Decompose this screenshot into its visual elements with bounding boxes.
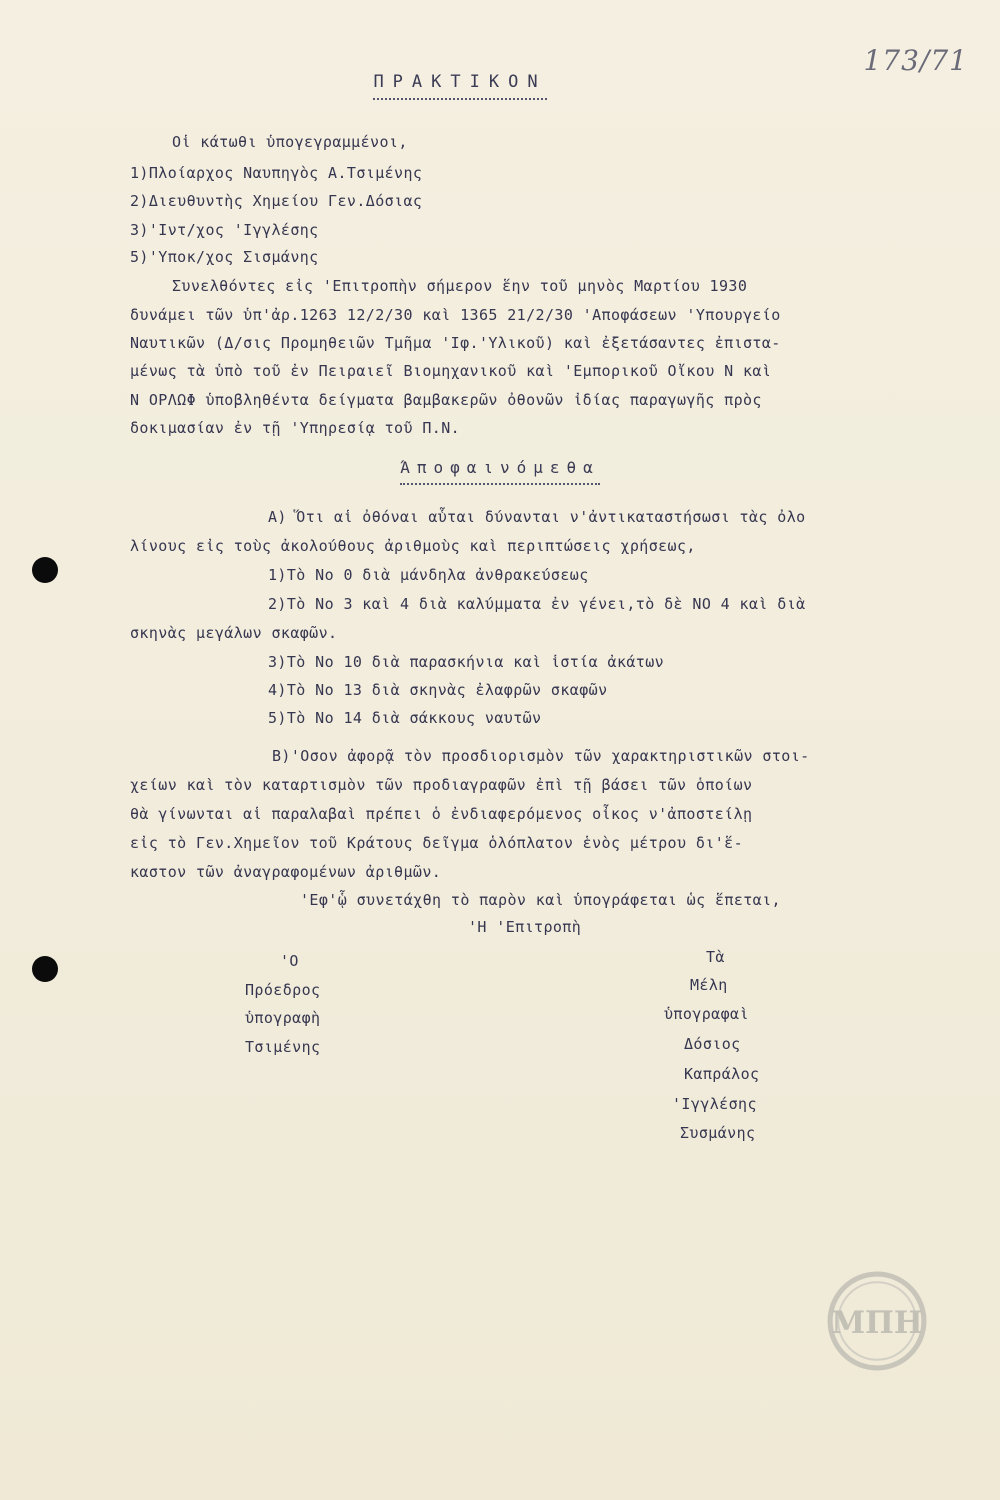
body-line: Συνελθόντες εἰς 'Επιτροπὴν σήμερον ἕην τοῦ μηνὸς Μαρτίου 1930 — [172, 277, 748, 295]
document-title-text: ΠΡΑΚΤΙΚΟΝ — [373, 72, 546, 100]
decision-heading-text: Άποφαινόμεθα — [400, 458, 600, 485]
decision-line: 2)Τὸ Νο 3 καὶ 4 διὰ καλύμματα ἐν γένει,τὸ δὲ ΝΟ 4 καὶ διὰ — [268, 595, 806, 613]
signature-right-line: Συσμάνης — [680, 1124, 756, 1142]
decision-line: 4)Τὸ Νο 13 διὰ σκηνὰς ἐλαφρῶν σκαφῶν — [268, 681, 608, 699]
body-line: δοκιμασίαν ἐν τῇ 'Υπηρεσίᾳ τοῦ Π.Ν. — [130, 419, 461, 437]
signature-left-line: Τσιμένης — [245, 1038, 321, 1056]
decision-line: σκηνὰς μεγάλων σκαφῶν. — [130, 624, 338, 642]
member-line: 3)'Ιντ/χος 'Ιγγλέσης — [130, 221, 319, 239]
signature-right-line: 'Ιγγλέσης — [672, 1095, 757, 1113]
body-line: μένως τὰ ὑπὸ τοῦ ἐν Πειραιεῖ Βιομηχανικοῦ καὶ 'Εμπορικοῦ Οἴκου Ν καὶ — [130, 362, 772, 380]
decision-line: χείων καὶ τὸν καταρτισμὸν τῶν προδιαγραφῶν ἐπὶ τῇ βάσει τῶν ὁποίων — [130, 776, 753, 794]
decision-line: θὰ γίνωνται αἱ παραλαβαὶ πρέπει ὁ ἐνδιαφερόμενος οἶκος ν'ἀποστείλῃ — [130, 805, 753, 823]
punch-hole — [32, 557, 58, 583]
committee-label: 'Η 'Επιτροπὴ — [468, 918, 582, 936]
body-line: δυνάμει τῶν ὑπ'ἀρ.1263 12/2/30 καὶ 1365 21/2/30 'Αποφάσεων 'Υπουργείο — [130, 306, 781, 324]
signature-right-line: Δόσιος — [684, 1035, 741, 1053]
signature-left-line: 'Ο — [280, 952, 299, 970]
member-line: 2)Διευθυντὴς Χημείου Γεν.Δόσιας — [130, 192, 423, 210]
decision-line: 'Εφ'ᾧ συνετάχθη τὸ παρὸν καὶ ὑπογράφεται ὡς ἕπεται, — [300, 891, 781, 909]
intro-line: Οἱ κάτωθι ὑπογεγραμμένοι, — [172, 133, 408, 151]
body-line: Ναυτικῶν (Δ/σις Προμηθειῶν Τμῆμα 'Ιφ.'Υλικοῦ) καὶ ἐξετάσαντες ἐπιστα- — [130, 334, 781, 352]
stamp-text: ΜΠΗ — [831, 1305, 923, 1342]
archive-stamp-logo — [826, 1270, 928, 1372]
signature-left-line: Πρόεδρος — [245, 981, 321, 999]
decision-line: λίνους εἰς τοὺς ἀκολούθους ἀριθμοὺς καὶ περιπτώσεις χρήσεως, — [130, 537, 696, 555]
decision-line: 1)Τὸ Νο 0 διὰ μάνδηλα ἀνθρακεύσεως — [268, 566, 589, 584]
signature-right-line: ὑπογραφαὶ — [664, 1005, 749, 1023]
decision-line: 3)Τὸ Νο 10 διὰ παρασκήνια καὶ ἱστία ἀκάτων — [268, 653, 665, 671]
archive-number: 173/71 — [863, 44, 968, 77]
decision-line: Α) Ὅτι αἱ ὀθόναι αὗται δύνανται ν'ἀντικαταστήσωσι τὰς ὀλο — [268, 508, 806, 526]
signature-right-line: Καπράλος — [684, 1065, 760, 1083]
signature-right-line: Μέλη — [690, 976, 728, 994]
member-line: 1)Πλοίαρχος Ναυπηγὸς Α.Τσιμένης — [130, 164, 423, 182]
body-line: Ν ΟΡΛΩΦ ὑποβληθέντα δείγματα βαμβακερῶν ὀθονῶν ἰδίας παραγωγῆς πρὸς — [130, 391, 762, 409]
punch-hole — [32, 956, 58, 982]
decision-line: καστον τῶν ἀναγραφομένων ἀριθμῶν. — [130, 863, 442, 881]
decision-line: εἰς τὸ Γεν.Χημεῖον τοῦ Κράτους δεῖγμα ὁλόπλατον ἑνὸς μέτρου δι'ἕ- — [130, 834, 743, 852]
signature-right-line: Τὰ — [706, 948, 725, 966]
decision-heading — [0, 458, 1000, 477]
decision-line: 5)Τὸ Νο 14 διὰ σάκκους ναυτῶν — [268, 709, 542, 727]
signature-left-line: ὑπογραφὴ — [245, 1009, 321, 1027]
member-line: 5)'Υποκ/χος Σισμάνης — [130, 248, 319, 266]
decision-line: Β)'Οσον ἀφορᾷ τὸν προσδιορισμὸν τῶν χαρακτηριστικῶν στοι- — [272, 747, 810, 765]
document-title — [0, 72, 920, 92]
